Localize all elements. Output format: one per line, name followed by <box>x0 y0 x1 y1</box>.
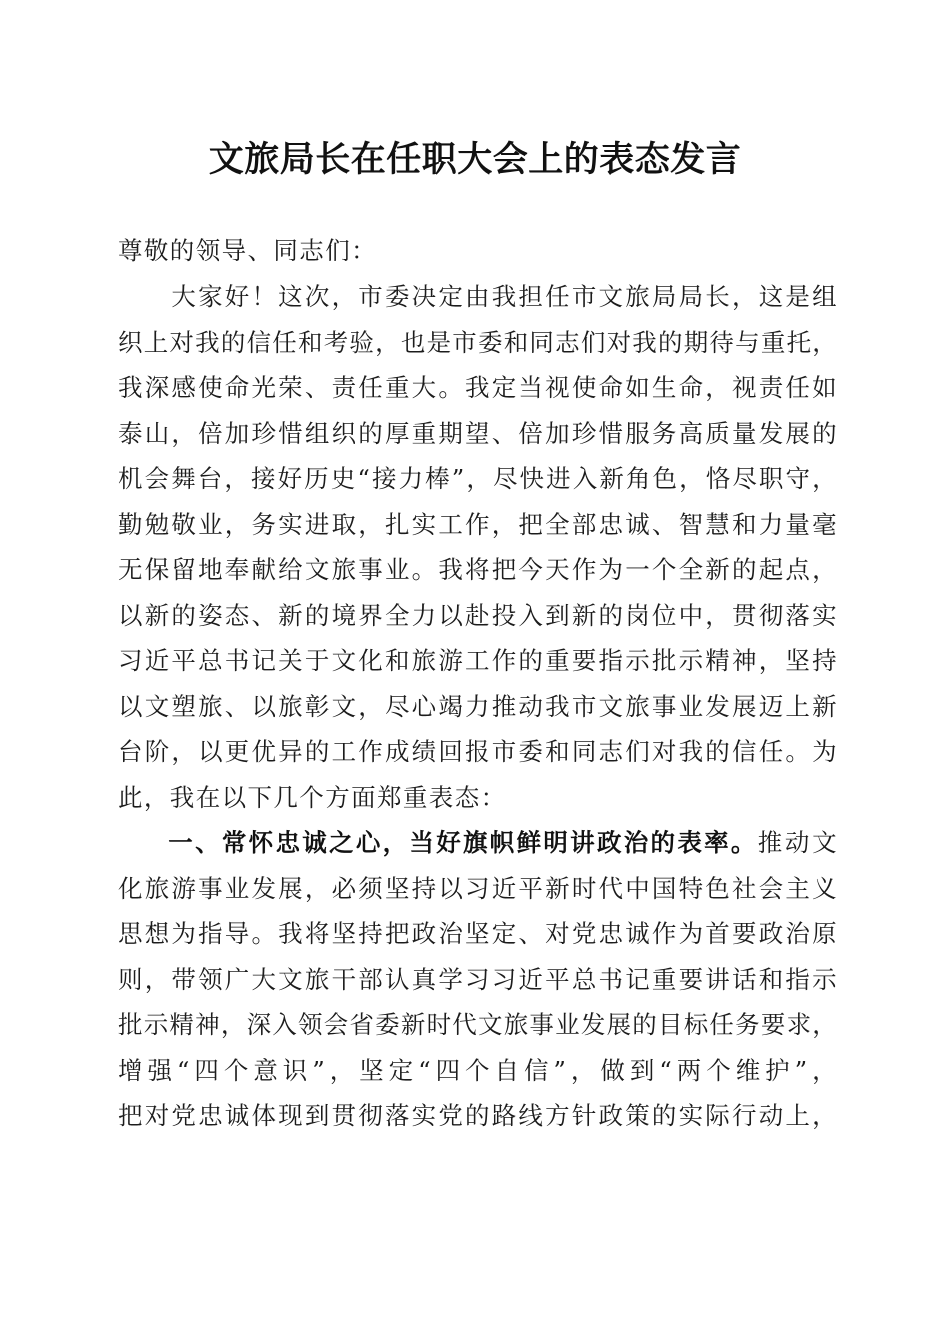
paragraph-line: 思想为指导。我将坚持把政治坚定、对党忠诚作为首要政治原 <box>118 919 838 948</box>
paragraph-line: 勤勉敬业，务实进取，扎实工作，把全部忠诚、智慧和力量毫 <box>118 509 838 539</box>
paragraph-line: 化旅游事业发展，必须坚持以习近平新时代中国特色社会主义 <box>118 873 838 903</box>
salutation: 尊敬的领导、同志们： <box>118 236 377 265</box>
paragraph-line: 台阶，以更优异的工作成绩回报市委和同志们对我的信任。为 <box>118 737 838 766</box>
paragraph-line: 我深感使命光荣、责任重大。我定当视使命如生命，视责任如 <box>118 373 838 402</box>
paragraph-line: 泰山，倍加珍惜组织的厚重期望、倍加珍惜服务高质量发展的 <box>118 418 838 448</box>
paragraph-intro <box>118 274 838 820</box>
paragraph-line: 把对党忠诚体现到贯彻落实党的路线方针政策的实际行动上， <box>118 1101 838 1130</box>
section-heading-continuation: 推动文 <box>757 828 839 857</box>
section-1 <box>118 820 838 1139</box>
paragraph-line: 机会舞台，接好历史“接力棒”，尽快进入新角色，恪尽职守， <box>118 464 838 493</box>
paragraph-line: 无保留地奉献给文旅事业。我将把今天作为一个全新的起点， <box>118 555 838 584</box>
section-first-line <box>118 820 838 866</box>
paragraph-line: 增强“四个意识”，坚定“四个自信”，做到“两个维护”， <box>118 1055 838 1085</box>
paragraph-line: 织上对我的信任和考验，也是市委和同志们对我的期待与重托， <box>118 327 838 357</box>
paragraph-line: 习近平总书记关于文化和旅游工作的重要指示批示精神，坚持 <box>118 646 838 675</box>
paragraph-line: 此，我在以下几个方面郑重表态： <box>118 782 507 812</box>
paragraph-line: 批示精神，深入领会省委新时代文旅事业发展的目标任务要求， <box>118 1010 838 1039</box>
section-heading: 一、常怀忠诚之心，当好旗帜鲜明讲政治的表率。 <box>167 828 758 857</box>
paragraph-line: 则，带领广大文旅干部认真学习习近平总书记重要讲话和指示 <box>118 964 838 994</box>
paragraph-line: 大家好！这次，市委决定由我担任市文旅局局长，这是组 <box>118 282 838 311</box>
paragraph-line: 以文塑旅、以旅彰文，尽心竭力推动我市文旅事业发展迈上新 <box>118 691 838 721</box>
paragraph-line: 以新的姿态、新的境界全力以赴投入到新的岗位中，贯彻落实 <box>118 600 838 630</box>
document-title: 文旅局长在任职大会上的表态发言 <box>208 139 742 180</box>
